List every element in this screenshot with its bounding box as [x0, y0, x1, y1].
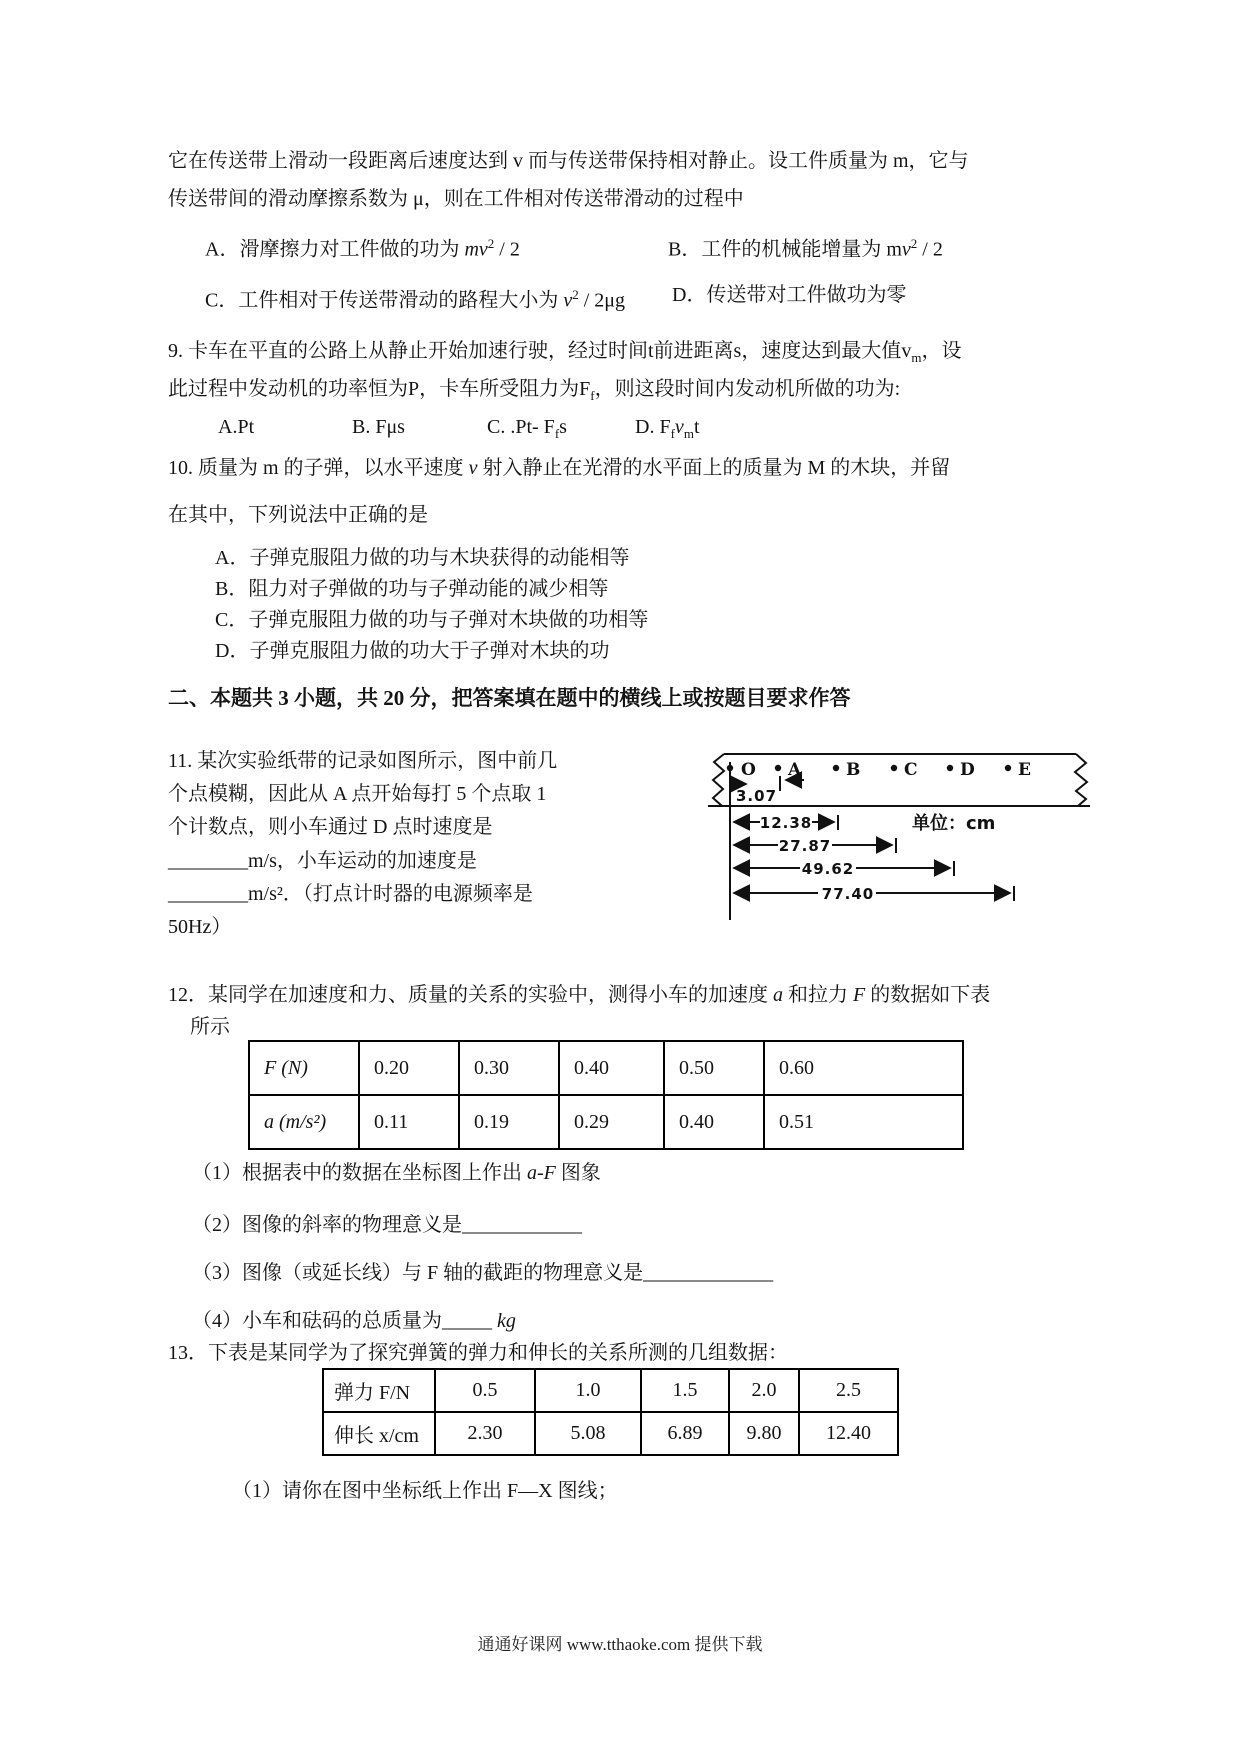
tape-label-e: E: [1018, 760, 1031, 780]
q8-option-d: D．传送带对工件做功为零: [672, 284, 907, 306]
q11-line1: 11. 某次实验纸带的记录如图所示，图中前几: [168, 750, 558, 772]
tape-unit-label: 单位：cm: [912, 813, 996, 834]
q13-table-row-extension: [323, 1412, 898, 1455]
q8-option-a: A．滑摩擦力对工件做的功为 $mv^2 / 2$: [205, 236, 520, 261]
q12-sub3-blank: （3）图像（或延长线）与 F 轴的截距的物理意义是_____________: [192, 1262, 774, 1284]
dim-oa-value: 3.07: [736, 787, 778, 805]
footer-watermark: 通通好课网 www.tthaoke.com 提供下载: [477, 1635, 763, 1654]
q12-sub1: （1）根据表中的数据在坐标图上作出 a-F 图象: [192, 1162, 601, 1184]
tape-dot-e: [1005, 765, 1011, 771]
tape-label-b: B: [846, 760, 861, 780]
q12-a-value: 0.51: [764, 1095, 963, 1149]
q9-option-a: A.Pt: [218, 416, 255, 438]
q11-line4-blank-ms: ________m/s，小车运动的加速度是: [168, 850, 477, 872]
tape-label-a: A: [788, 760, 802, 780]
q12-table-row-force: [249, 1041, 963, 1095]
paper-tape-diagram: [700, 738, 1095, 923]
q13-force-value: 1.0: [535, 1369, 641, 1412]
q12-stem-line2: 所示: [190, 1016, 230, 1038]
q11-line5-blank-ms2: ________m/s²．（打点计时器的电源频率是: [168, 883, 533, 905]
tape-dot-d: [947, 765, 953, 771]
q13-extension-value: 12.40: [799, 1412, 898, 1455]
dim4-value: 77.40: [821, 885, 875, 903]
q12-f-value: 0.30: [459, 1041, 559, 1095]
dim1-value: 12.38: [759, 814, 813, 832]
q13-sub1: （1）请你在图中坐标纸上作出 F—X 图线；: [232, 1480, 618, 1502]
q13-data-table: [322, 1368, 899, 1456]
q12-a-value: 0.29: [559, 1095, 664, 1149]
q13-extension-value: 9.80: [729, 1412, 799, 1455]
tape-torn-left-edge: [713, 754, 724, 806]
tape-torn-right-edge: [1075, 754, 1087, 806]
q12-header-f: F (N): [249, 1041, 359, 1095]
q12-stem-line1: 12．某同学在加速度和力、质量的关系的实验中，测得小车的加速度 a 和拉力 F 的数据如下表: [168, 984, 991, 1006]
q8-option-b: B．工件的机械能增量为 $mv^2 / 2$: [668, 236, 943, 261]
q13-stem: 13．下表是某同学为了探究弹簧的弹力和伸长的关系所测的几组数据：: [168, 1342, 788, 1364]
q10-option-a: A．子弹克服阻力做的功与木块获得的动能相等: [215, 547, 630, 569]
tape-label-d: D: [960, 760, 975, 780]
q12-f-value: 0.20: [359, 1041, 459, 1095]
q8-stem-line2: 传送带间的滑动摩擦系数为 μ，则在工件相对传送带滑动的过程中: [168, 188, 744, 210]
section-2-header: 二、本题共 3 小题，共 20 分，把答案填在题中的横线上或按题目要求作答: [168, 686, 851, 710]
q12-a-value: 0.40: [664, 1095, 764, 1149]
q11-line6-50hz: 50Hz）: [168, 916, 232, 938]
q10-option-c: C．子弹克服阻力做的功与子弹对木块做的功相等: [215, 609, 649, 631]
tape-label-c: C: [904, 760, 918, 780]
q12-table-row-accel: [249, 1095, 963, 1149]
q12-f-value: 0.60: [764, 1041, 963, 1095]
q12-data-table: [248, 1040, 964, 1150]
q13-force-value: 2.5: [799, 1369, 898, 1412]
q11-line3: 个计数点，则小车通过 D 点时速度是: [168, 816, 493, 838]
q9-option-c: C. .Pt- $F_fs$: [487, 416, 567, 441]
q12-f-value: 0.40: [559, 1041, 664, 1095]
tape-dot-b: [833, 765, 839, 771]
tape-dot-c: [891, 765, 897, 771]
q9-stem-line2: 此过程中发动机的功率恒为P，卡车所受阻力为$F_f$，则这段时间内发动机所做的功为:: [168, 378, 901, 403]
q10-stem-line1: 10. 质量为 m 的子弹，以水平速度 v 射入静止在光滑的水平面上的质量为 M 的木块，并留: [168, 457, 951, 479]
q13-header-force: 弹力 F/N: [323, 1369, 435, 1412]
q13-force-value: 0.5: [435, 1369, 535, 1412]
q10-option-b: B．阻力对子弹做的功与子弹动能的减少相等: [215, 578, 609, 600]
tape-label-o: O: [741, 760, 756, 780]
q9-stem-line1: 9. 卡车在平直的公路上从静止开始加速行驶，经过时间t前进距离s，速度达到最大值$v_m$，设: [168, 340, 962, 365]
q10-stem-line2: 在其中，下列说法中正确的是: [168, 504, 428, 526]
q13-extension-value: 2.30: [435, 1412, 535, 1455]
q13-header-extension: 伸长 x/cm: [323, 1412, 435, 1455]
q11-line2: 个点模糊，因此从 A 点开始每打 5 个点取 1: [168, 783, 547, 805]
tape-dot-a: [775, 765, 781, 771]
q12-f-value: 0.50: [664, 1041, 764, 1095]
q12-sub4-blank: （4）小车和砝码的总质量为_____ kg: [192, 1310, 516, 1332]
q8-option-c: C．工件相对于传送带滑动的路程大小为 $v^2 / 2\mu g$: [205, 287, 626, 312]
q10-option-d: D．子弹克服阻力做的功大于子弹对木块的功: [215, 640, 610, 662]
q8-stem-line1: 它在传送带上滑动一段距离后速度达到 v 而与传送带保持相对静止。设工件质量为 m，它与: [168, 150, 969, 172]
q13-force-value: 1.5: [641, 1369, 729, 1412]
dim3-value: 49.62: [801, 860, 855, 878]
q12-a-value: 0.19: [459, 1095, 559, 1149]
q12-a-value: 0.11: [359, 1095, 459, 1149]
dim2-value: 27.87: [778, 837, 832, 855]
q13-extension-value: 6.89: [641, 1412, 729, 1455]
q9-option-d: D. $F_fv_mt$: [635, 416, 700, 441]
q12-sub2-blank: （2）图像的斜率的物理意义是____________: [192, 1214, 582, 1236]
q13-force-value: 2.0: [729, 1369, 799, 1412]
q9-option-b: B. Fμs: [352, 416, 405, 438]
q13-table-row-force: [323, 1369, 898, 1412]
q12-header-a: a (m/s²): [249, 1095, 359, 1149]
q13-extension-value: 5.08: [535, 1412, 641, 1455]
